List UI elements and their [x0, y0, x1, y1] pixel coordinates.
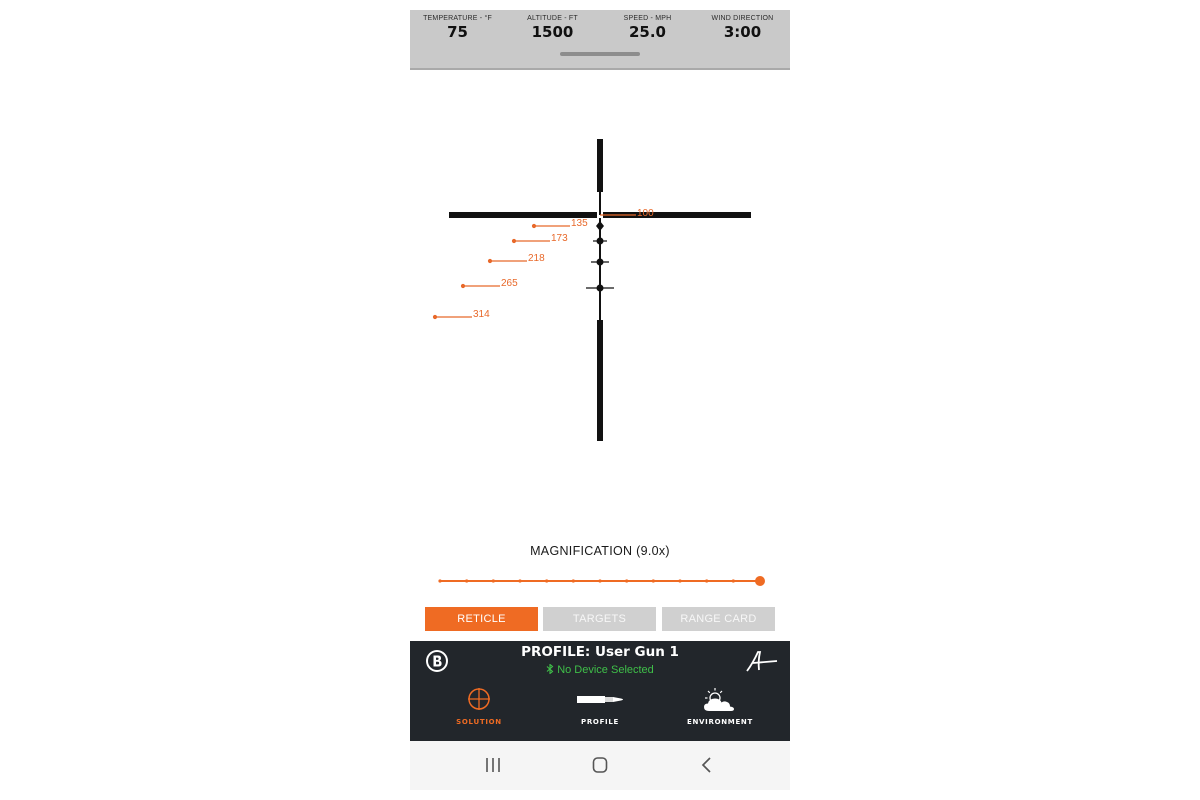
applied-ballistics-logo-icon	[744, 649, 780, 673]
range-dot-314	[434, 316, 437, 319]
slider-tick	[678, 579, 681, 582]
tab-targets[interactable]: TARGETS	[543, 607, 656, 631]
range-label-173: 173	[551, 233, 568, 244]
recent-apps-icon[interactable]	[478, 753, 508, 777]
nav-profile-label: PROFILE	[581, 718, 619, 726]
range-label-100: 100	[637, 208, 654, 219]
holdover-diamond	[596, 221, 604, 231]
altitude-value: 1500	[531, 23, 574, 41]
tab-reticle[interactable]: RETICLE	[425, 607, 538, 631]
speed-label: SPEED - MPH	[623, 15, 672, 22]
partly-cloudy-icon	[657, 686, 783, 712]
crosshair-icon	[416, 686, 542, 712]
profile-bar[interactable]	[410, 641, 790, 683]
slider-tick	[598, 579, 601, 582]
temperature-label: TEMPERATURE - °F	[423, 15, 492, 22]
slider-tick	[545, 579, 548, 582]
range-dot-135	[533, 225, 536, 228]
system-navigation-bar	[410, 741, 790, 790]
range-dot-173	[513, 240, 516, 243]
reticle-view	[410, 10, 790, 530]
range-dot-218	[489, 260, 492, 263]
range-label-135: 135	[571, 218, 588, 229]
slider-thumb[interactable]	[755, 576, 765, 586]
nav-solution[interactable]	[416, 682, 542, 741]
nav-profile[interactable]	[537, 682, 663, 741]
temperature-value: 75	[447, 23, 468, 41]
slider-tick	[492, 579, 495, 582]
profile-title: PROFILE: User Gun 1	[521, 644, 679, 660]
altitude-label: ALTITUDE - FT	[527, 15, 578, 22]
slider-tick	[732, 579, 735, 582]
nav-environment-label: ENVIRONMENT	[687, 718, 753, 726]
device-status	[410, 664, 790, 676]
slider-tick	[652, 579, 655, 582]
slider-tick	[438, 579, 441, 582]
back-icon[interactable]	[692, 753, 722, 777]
slider-tick	[465, 579, 468, 582]
nav-solution-label: SOLUTION	[456, 718, 502, 726]
range-label-218: 218	[528, 253, 545, 264]
slider-tick	[572, 579, 575, 582]
wind-direction-value: 3:00	[723, 23, 762, 41]
bullet-icon	[537, 686, 663, 712]
reticle-top-wire	[599, 192, 601, 215]
range-dot-265	[462, 285, 465, 288]
reticle-center-wire	[599, 218, 601, 320]
reticle-top-post	[597, 139, 603, 192]
slider-tick	[705, 579, 708, 582]
slider-tick	[518, 579, 521, 582]
app-screen	[410, 10, 790, 790]
home-icon[interactable]	[585, 753, 615, 777]
bluetooth-icon	[546, 664, 554, 674]
slider-tick	[625, 579, 628, 582]
magnification-label: MAGNIFICATION (9.0x)	[530, 544, 670, 558]
range-label-265: 265	[501, 278, 518, 289]
tab-range-card[interactable]: RANGE CARD	[662, 607, 775, 631]
magnification-slider[interactable]	[435, 573, 765, 589]
wind-direction-label: WIND DIRECTION	[711, 15, 774, 22]
reticle-bottom-post	[597, 320, 603, 441]
speed-value: 25.0	[628, 23, 666, 41]
bottom-navigation	[410, 682, 790, 741]
nav-environment[interactable]	[657, 682, 783, 741]
range-label-314: 314	[473, 309, 490, 320]
device-status-text: No Device Selected	[557, 664, 654, 676]
